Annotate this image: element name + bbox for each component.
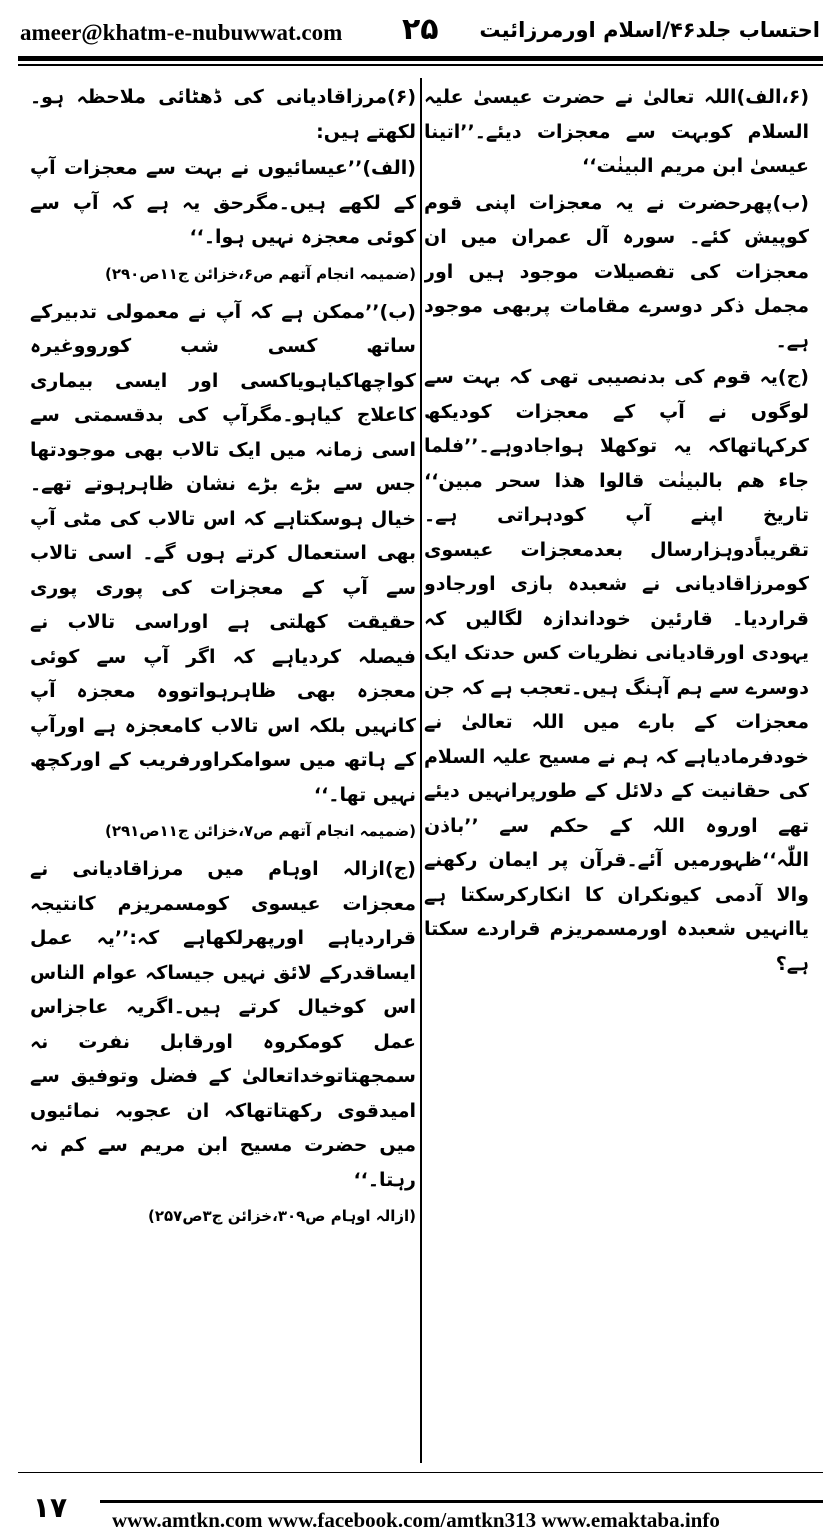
header-title: احتساب جلد۴۶/اسلام اورمرزائیت <box>479 18 820 42</box>
left-intro: (۶)مرزاقادیانی کی ڈھٹائی ملاحظہ ہو۔لکھتے ہیں: <box>30 86 416 143</box>
footer-page-number: ۱۷ <box>32 1491 68 1524</box>
header-rule-thick <box>18 56 823 61</box>
left-column <box>30 80 416 1237</box>
header-rule-thin <box>18 64 823 66</box>
page-header <box>0 0 840 62</box>
footer-rule-thick <box>100 1500 823 1503</box>
footer-urls[interactable]: www.amtkn.com www.facebook.com/amtkn313 www.emaktaba.info <box>112 1508 720 1532</box>
header-email: ameer@khatm-e-nubuwwat.com <box>20 20 343 45</box>
left-quote-a: (الف)’’عیسائیوں نے بہت سے معجزات آپ کے لکھے ہیں۔مگرحق یہ ہے کہ آپ سے کوئی معجزہ نہیں ہوا۔‘‘ <box>30 157 416 248</box>
left-quote-c: (ج)ازالہ اوہام میں مرزاقادیانی نے معجزات عیسوی کومسمریزم کانتیجہ قراردیاہے اورپھرلکھاہے کہ:’’یہ عمل ایساقدرکے لائق نہیں جیساکہ عوام الناس اس کوخیال کرتے ہیں۔اگریہ عاجزاس عمل کومکروہ اورقابل نفرت نہ سمجھتاتوخداتعالیٰ کے فضل وتوفیق سے امیدقوی رکھتاتھاکہ ان عجوبہ نمائیوں میں حضرت مسیح ابن مریم سے کم نہ رہتا۔‘‘ <box>30 858 416 1191</box>
column-divider <box>420 78 422 1463</box>
left-reference-c: (ازالہ اوہام ص۳۰۹،خزائن ج۳ص۲۵۷) <box>148 1207 416 1225</box>
header-page-number: ۲۵ <box>402 12 439 47</box>
left-reference-b: (ضمیمہ انجام آتھم ص۷،خزائن ج۱۱ص۲۹۱) <box>104 822 416 840</box>
left-quote-b: (ب)’’ممکن ہے کہ آپ نے معمولی تدبیرکے ساتھ کسی شب کورووغیرہ کواچھاکیاہویاکسی اور ایسی بیماری کاعلاج کیاہو۔مگرآپ کی بدقسمتی سے اسی زمانہ میں ایک تالاب بھی موجودتھا جس سے بڑے بڑے نشان ظاہرہوتے تھے۔ خیال ہوسکتاہے کہ اس تالاب کی مٹی آپ بھی استعمال کرتے ہوں گے۔ اسی تالاب سے آپ کے معجزات کی پوری پوری حقیقت کھلتی ہے اوراسی تالاب نے فیصلہ کردیاہے کہ اگر آپ سے کوئی معجزہ بھی ظاہرہواتووہ معجزہ آپ کانہیں بلکہ اس تالاب کامعجزہ ہے اورآپ کے ہاتھ میں سوامکراورفریب کے اورکچھ نہیں تھا۔‘‘ <box>30 300 416 806</box>
right-paragraph-c: (ج)یہ قوم کی بدنصیبی تھی کہ بہت سے لوگوں نے آپ کے معجزات کودیکھ کرکہاتھاکہ یہ توکھلا ہواجادوہے۔’’فلما جاء ھم بالبینٰت قالوا ھذا سحر مبین‘‘ تاریخ اپنے آپ کودہراتی ہے۔تقریباًدوہزارسال بعدمعجزات عیسوی کومرزاقادیانی نے شعبدہ بازی اورجادو قراردیا۔ قارئین خوداندازہ لگالیں کہ یہودی اورقادیانی نظریات کس حدتک ایک دوسرے سے ہم آہنگ ہیں۔تعجب ہے کہ جن معجزات کے بارے میں اللہ تعالیٰ نے خودفرمادیاہے کہ ہم نے مسیح علیہ السلام کی حقانیت کے دلائل کے طورپرانہیں دیئے تھے اوروہ اللہ کے حکم سے ’’باذن اللّٰہ‘‘ظہورمیں آئے۔قرآن پر ایمان رکھنے والا آدمی کیونکران کا انکارکرسکتا ہے یاانہیں شعبدہ اورمسمریزم قراردے سکتا ہے؟ <box>424 366 809 975</box>
left-reference-a: (ضمیمہ انجام آتھم ص۶،خزائن ج۱۱ص۲۹۰) <box>104 264 416 283</box>
right-column <box>424 80 809 983</box>
footer-rule-thin <box>18 1472 823 1473</box>
right-paragraph-b: (ب)پھرحضرت نے یہ معجزات اپنی قوم کوپیش کئے۔ سورہ آل عمران میں ان معجزات کی تفصیلات موجود ہیں اور مجمل ذکر دوسرے مقامات پربھی موجود ہے۔ <box>424 191 809 352</box>
right-paragraph-a: (۶،الف)اللہ تعالیٰ نے حضرت عیسیٰ علیہ السلام کوبہت سے معجزات دیئے۔’’اتینا عیسیٰ ابن مریم البینٰت‘‘ <box>424 86 809 177</box>
